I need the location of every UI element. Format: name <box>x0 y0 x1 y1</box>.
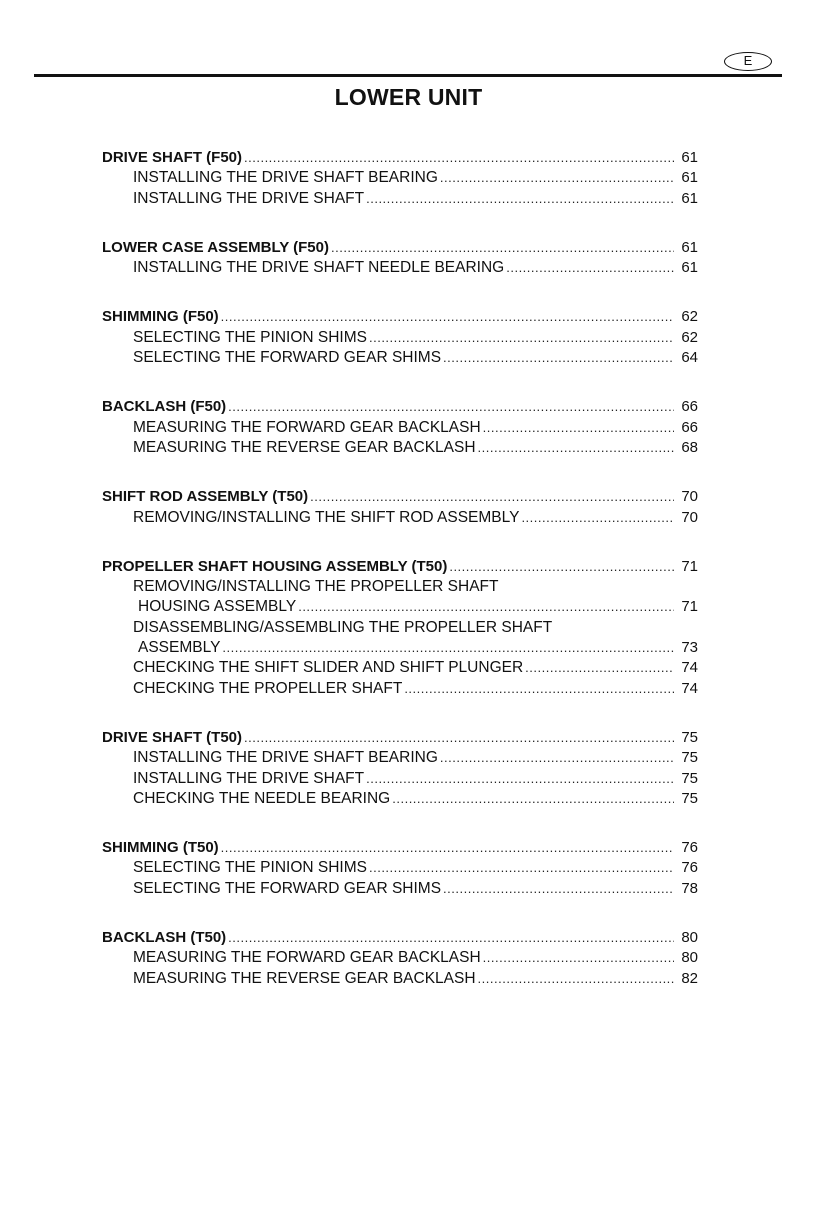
toc-heading-row[interactable] <box>102 557 698 577</box>
page-number: 64 <box>681 349 698 367</box>
page-number: 62 <box>681 308 698 326</box>
toc-entry[interactable] <box>102 189 698 209</box>
toc-entry[interactable] <box>102 348 698 368</box>
page-number: 80 <box>681 929 698 947</box>
header-rule <box>34 74 782 77</box>
toc-entry[interactable] <box>102 748 698 768</box>
toc-entry-label: INSTALLING THE DRIVE SHAFT <box>133 769 365 787</box>
page-number: 62 <box>681 328 698 346</box>
toc-heading: BACKLASH (F50) <box>102 398 227 416</box>
page-number: 61 <box>681 238 698 256</box>
dot-leader <box>483 948 674 968</box>
toc-heading-row[interactable] <box>102 238 698 258</box>
dot-leader <box>310 487 674 507</box>
dot-leader <box>369 858 674 878</box>
dot-leader <box>228 397 674 417</box>
toc-section <box>102 838 698 899</box>
toc-entry[interactable] <box>102 658 698 678</box>
page-number: 70 <box>681 488 698 506</box>
dot-leader <box>221 307 674 327</box>
toc-entry-label: MEASURING THE REVERSE GEAR BACKLASH <box>133 438 476 456</box>
toc-entry-label: SELECTING THE PINION SHIMS <box>133 859 367 877</box>
dot-leader <box>369 328 674 348</box>
toc-heading: DRIVE SHAFT (F50) <box>102 149 243 166</box>
toc-entry[interactable] <box>102 438 698 458</box>
page-number: 73 <box>681 639 698 657</box>
page-number: 75 <box>681 789 698 807</box>
toc-heading: PROPELLER SHAFT HOUSING ASSEMBLY (T50) <box>102 557 448 575</box>
toc-heading: DRIVE SHAFT (T50) <box>102 728 243 746</box>
toc-entry-label: SELECTING THE FORWARD GEAR SHIMS <box>133 349 442 367</box>
dot-leader <box>228 928 674 948</box>
toc-entry[interactable] <box>102 328 698 348</box>
dot-leader <box>506 258 674 278</box>
toc-entry-label: CHECKING THE SHIFT SLIDER AND SHIFT PLUNGER <box>133 659 524 677</box>
toc-entry[interactable] <box>102 258 698 278</box>
page-number: 78 <box>681 879 698 897</box>
toc-entry-label: CHECKING THE PROPELLER SHAFT <box>133 679 403 697</box>
page-number: 74 <box>681 679 698 697</box>
toc-entry[interactable] <box>102 168 698 188</box>
dot-leader <box>244 148 674 168</box>
toc-entry-label: INSTALLING THE DRIVE SHAFT BEARING <box>133 169 438 187</box>
page-number: 80 <box>681 949 698 967</box>
page-number: 74 <box>681 659 698 677</box>
page-number: 70 <box>681 508 698 526</box>
toc-heading-row[interactable] <box>102 728 698 748</box>
toc-heading: SHIMMING (T50) <box>102 839 219 857</box>
toc-section <box>102 928 698 989</box>
toc-heading-row[interactable] <box>102 148 698 168</box>
dot-leader <box>440 168 674 188</box>
language-badge: E <box>724 52 772 71</box>
toc-section <box>102 557 698 699</box>
toc-entry-label: MEASURING THE REVERSE GEAR BACKLASH <box>133 969 476 987</box>
dot-leader <box>366 189 674 209</box>
dot-leader <box>298 597 674 617</box>
toc-section <box>102 148 698 209</box>
toc-entry-label: MEASURING THE FORWARD GEAR BACKLASH <box>133 418 481 436</box>
toc-entry-label: ASSEMBLY <box>138 639 221 657</box>
toc-entry-label: INSTALLING THE DRIVE SHAFT <box>133 189 365 207</box>
toc-entry[interactable] <box>102 679 698 699</box>
toc-entry[interactable] <box>102 948 698 968</box>
dot-leader <box>221 838 674 858</box>
dot-leader <box>392 789 674 809</box>
toc-entry[interactable] <box>102 769 698 789</box>
dot-leader <box>366 769 674 789</box>
page-number: 61 <box>681 169 698 187</box>
table-of-contents <box>102 148 698 1018</box>
dot-leader <box>443 348 674 368</box>
page-number: 82 <box>681 969 698 987</box>
toc-section <box>102 238 698 279</box>
page-number: 71 <box>681 598 698 616</box>
toc-section <box>102 728 698 809</box>
toc-entry-label: HOUSING ASSEMBLY <box>138 598 297 616</box>
toc-entry[interactable] <box>102 508 698 528</box>
page-number: 61 <box>681 149 698 166</box>
toc-heading-row[interactable] <box>102 307 698 327</box>
toc-heading-row[interactable] <box>102 487 698 507</box>
toc-entry[interactable] <box>102 789 698 809</box>
toc-heading: LOWER CASE ASSEMBLY (F50) <box>102 238 329 256</box>
toc-heading: SHIFT ROD ASSEMBLY (T50) <box>102 488 309 506</box>
page-number: 76 <box>681 839 698 857</box>
page-number: 71 <box>681 557 698 575</box>
toc-entry-label: SELECTING THE PINION SHIMS <box>133 328 367 346</box>
toc-entry[interactable] <box>102 597 698 617</box>
dot-leader <box>478 969 674 989</box>
toc-entry[interactable] <box>102 638 698 658</box>
page-number: 66 <box>681 418 698 436</box>
dot-leader <box>449 557 674 577</box>
toc-entry-label: CHECKING THE NEEDLE BEARING <box>133 789 391 807</box>
toc-entry-first-line[interactable] <box>102 577 698 597</box>
toc-section <box>102 397 698 458</box>
toc-entry-label: REMOVING/INSTALLING THE PROPELLER SHAFT <box>133 578 499 596</box>
dot-leader <box>404 679 674 699</box>
page-number: 68 <box>681 438 698 456</box>
toc-heading-row[interactable] <box>102 397 698 417</box>
toc-entry-label: INSTALLING THE DRIVE SHAFT BEARING <box>133 749 438 767</box>
page-number: 66 <box>681 398 698 416</box>
toc-entry[interactable] <box>102 969 698 989</box>
toc-entry[interactable] <box>102 879 698 899</box>
toc-section <box>102 487 698 528</box>
dot-leader <box>521 508 674 528</box>
toc-heading: SHIMMING (F50) <box>102 308 219 326</box>
page-title: LOWER UNIT <box>334 84 483 110</box>
dot-leader <box>478 438 674 458</box>
dot-leader <box>440 748 674 768</box>
toc-entry-label: DISASSEMBLING/ASSEMBLING THE PROPELLER SHAFT <box>133 618 553 636</box>
toc-entry-label: MEASURING THE FORWARD GEAR BACKLASH <box>133 949 481 967</box>
toc-section <box>102 307 698 368</box>
dot-leader <box>244 728 674 748</box>
page-number: 76 <box>681 859 698 877</box>
page-number: 75 <box>681 749 698 767</box>
toc-entry-label: INSTALLING THE DRIVE SHAFT NEEDLE BEARING <box>133 259 505 277</box>
dot-leader <box>331 238 674 258</box>
dot-leader <box>483 418 674 438</box>
toc-entry[interactable] <box>102 858 698 878</box>
toc-entry-label: REMOVING/INSTALLING THE SHIFT ROD ASSEMBLY <box>133 508 520 526</box>
page-number: 61 <box>681 259 698 277</box>
dot-leader <box>222 638 674 658</box>
toc-entry-label: SELECTING THE FORWARD GEAR SHIMS <box>133 879 442 897</box>
toc-heading: BACKLASH (T50) <box>102 929 227 947</box>
page-number: 61 <box>681 189 698 207</box>
dot-leader <box>443 879 674 899</box>
toc-entry-first-line[interactable] <box>102 618 698 638</box>
page-number: 75 <box>681 728 698 746</box>
toc-heading-row[interactable] <box>102 838 698 858</box>
toc-heading-row[interactable] <box>102 928 698 948</box>
page-number: 75 <box>681 769 698 787</box>
toc-entry[interactable] <box>102 418 698 438</box>
dot-leader <box>525 658 674 678</box>
